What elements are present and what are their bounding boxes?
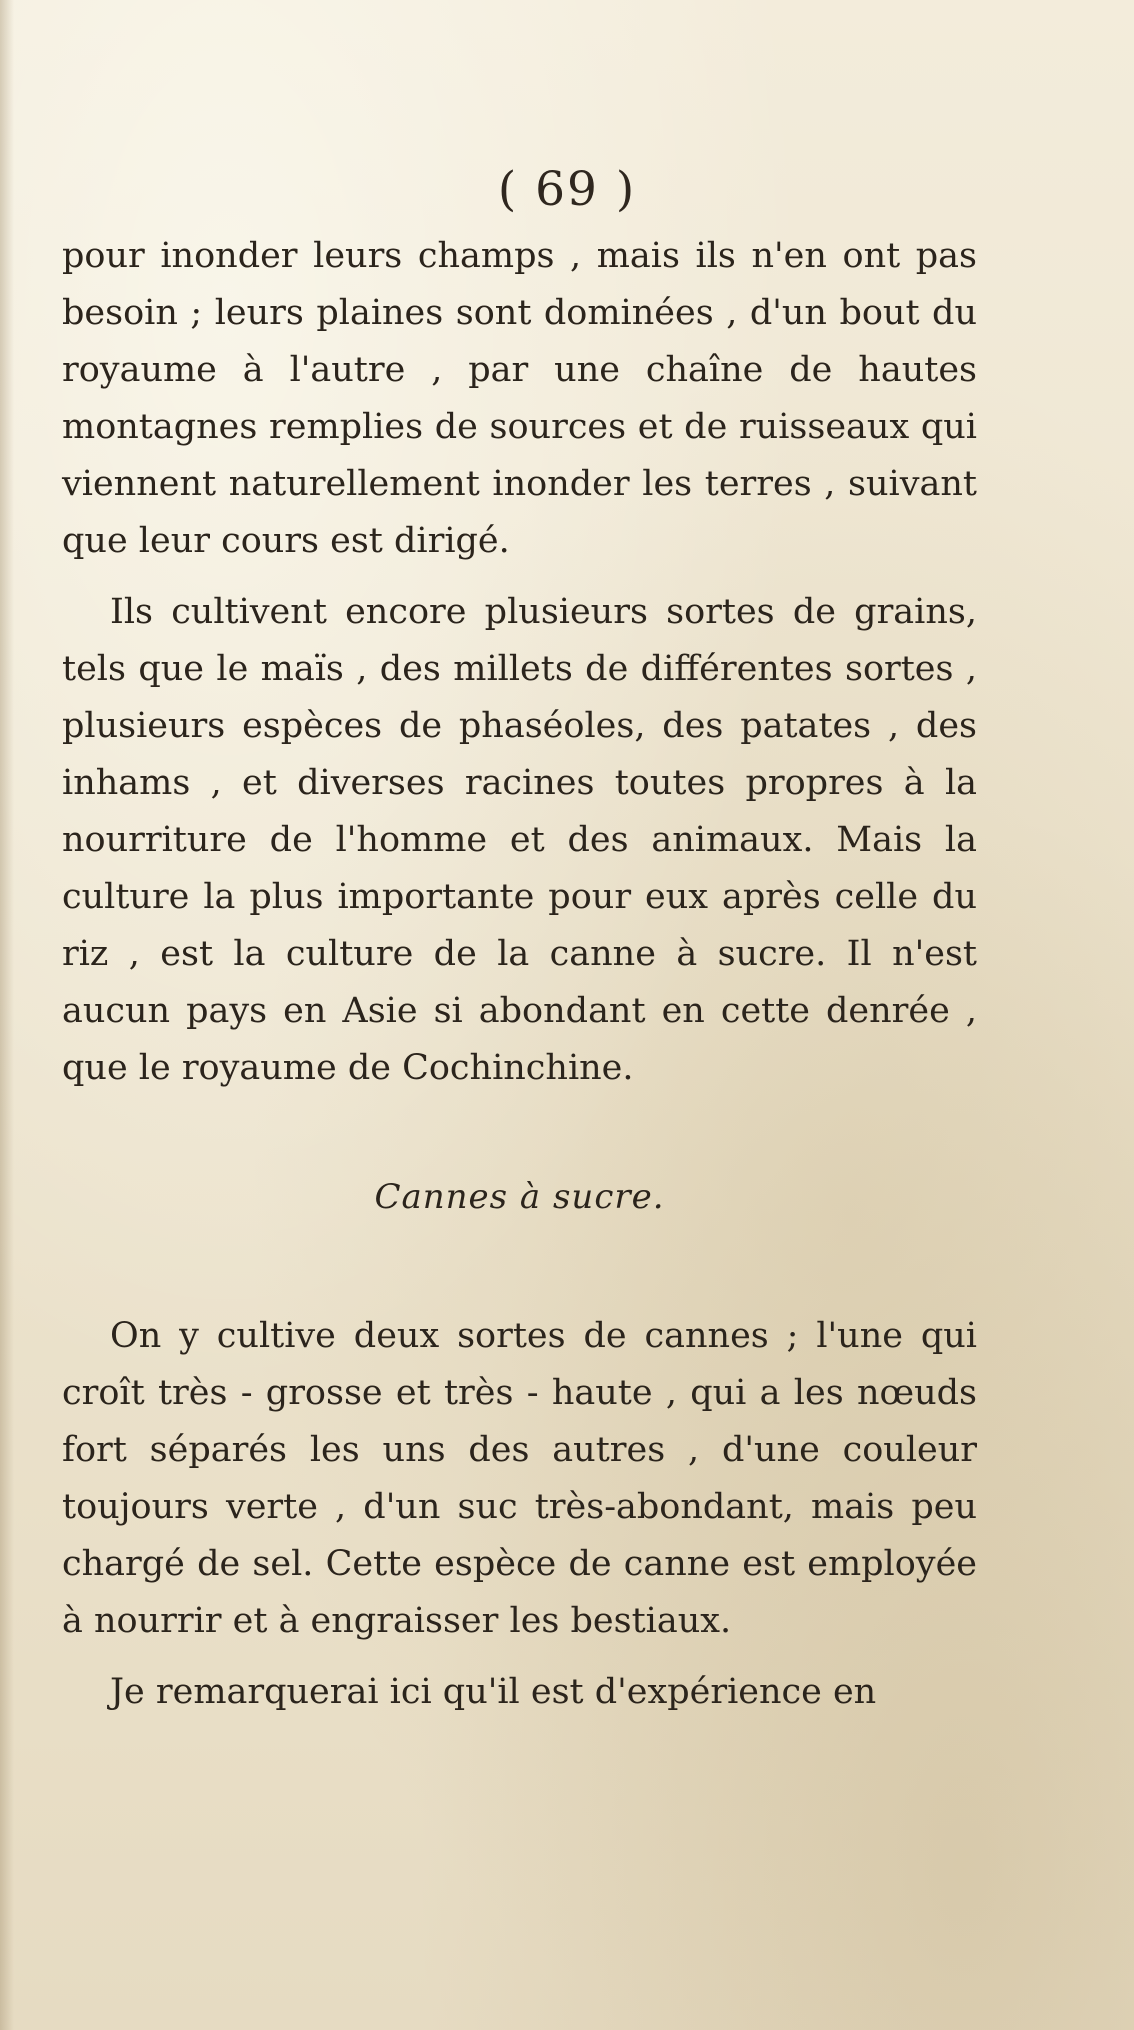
section-heading: Cannes à sucre. xyxy=(374,1177,665,1217)
paragraph-1: pour inonder leurs champs , mais ils n'en ont pas besoin ; leurs plaines sont dominées , d'un bout du royaume à l'autre , par une chaîne de hautes montagnes remplies de sources et de ruisseaux qui viennent naturellement inonder les terres , suivant que leur cours est dirigé. xyxy=(62,236,977,561)
page-number: ( 69 ) xyxy=(497,162,637,217)
page-edge-shadow xyxy=(0,0,14,2030)
paragraph-2: Ils cultivent encore plusieurs sortes de grains, tels que le maïs , des millets de différentes sortes , plusieurs espèces de phaséoles, des patates , des inhams , et diverses racines toutes propres à la nourriture de l'homme et des animaux. Mais la culture la plus importante pour eux après celle du riz , est la culture de la canne à sucre. Il n'est aucun pays en Asie si abondant en cette denrée , que le royaume de Cochinchine. xyxy=(62,592,977,1088)
body-text xyxy=(62,228,977,1721)
paragraph-4: Je remarquerai ici qu'il est d'expérience en xyxy=(110,1672,877,1712)
paragraph-3: On y cultive deux sortes de cannes ; l'une qui croît très - grosse et très - haute , qui a les nœuds fort séparés les uns des autres , d'une couleur toujours verte , d'un suc très-abondant, mais peu chargé de sel. Cette espèce de canne est employée à nourrir et à engraisser les bestiaux. xyxy=(62,1316,977,1641)
